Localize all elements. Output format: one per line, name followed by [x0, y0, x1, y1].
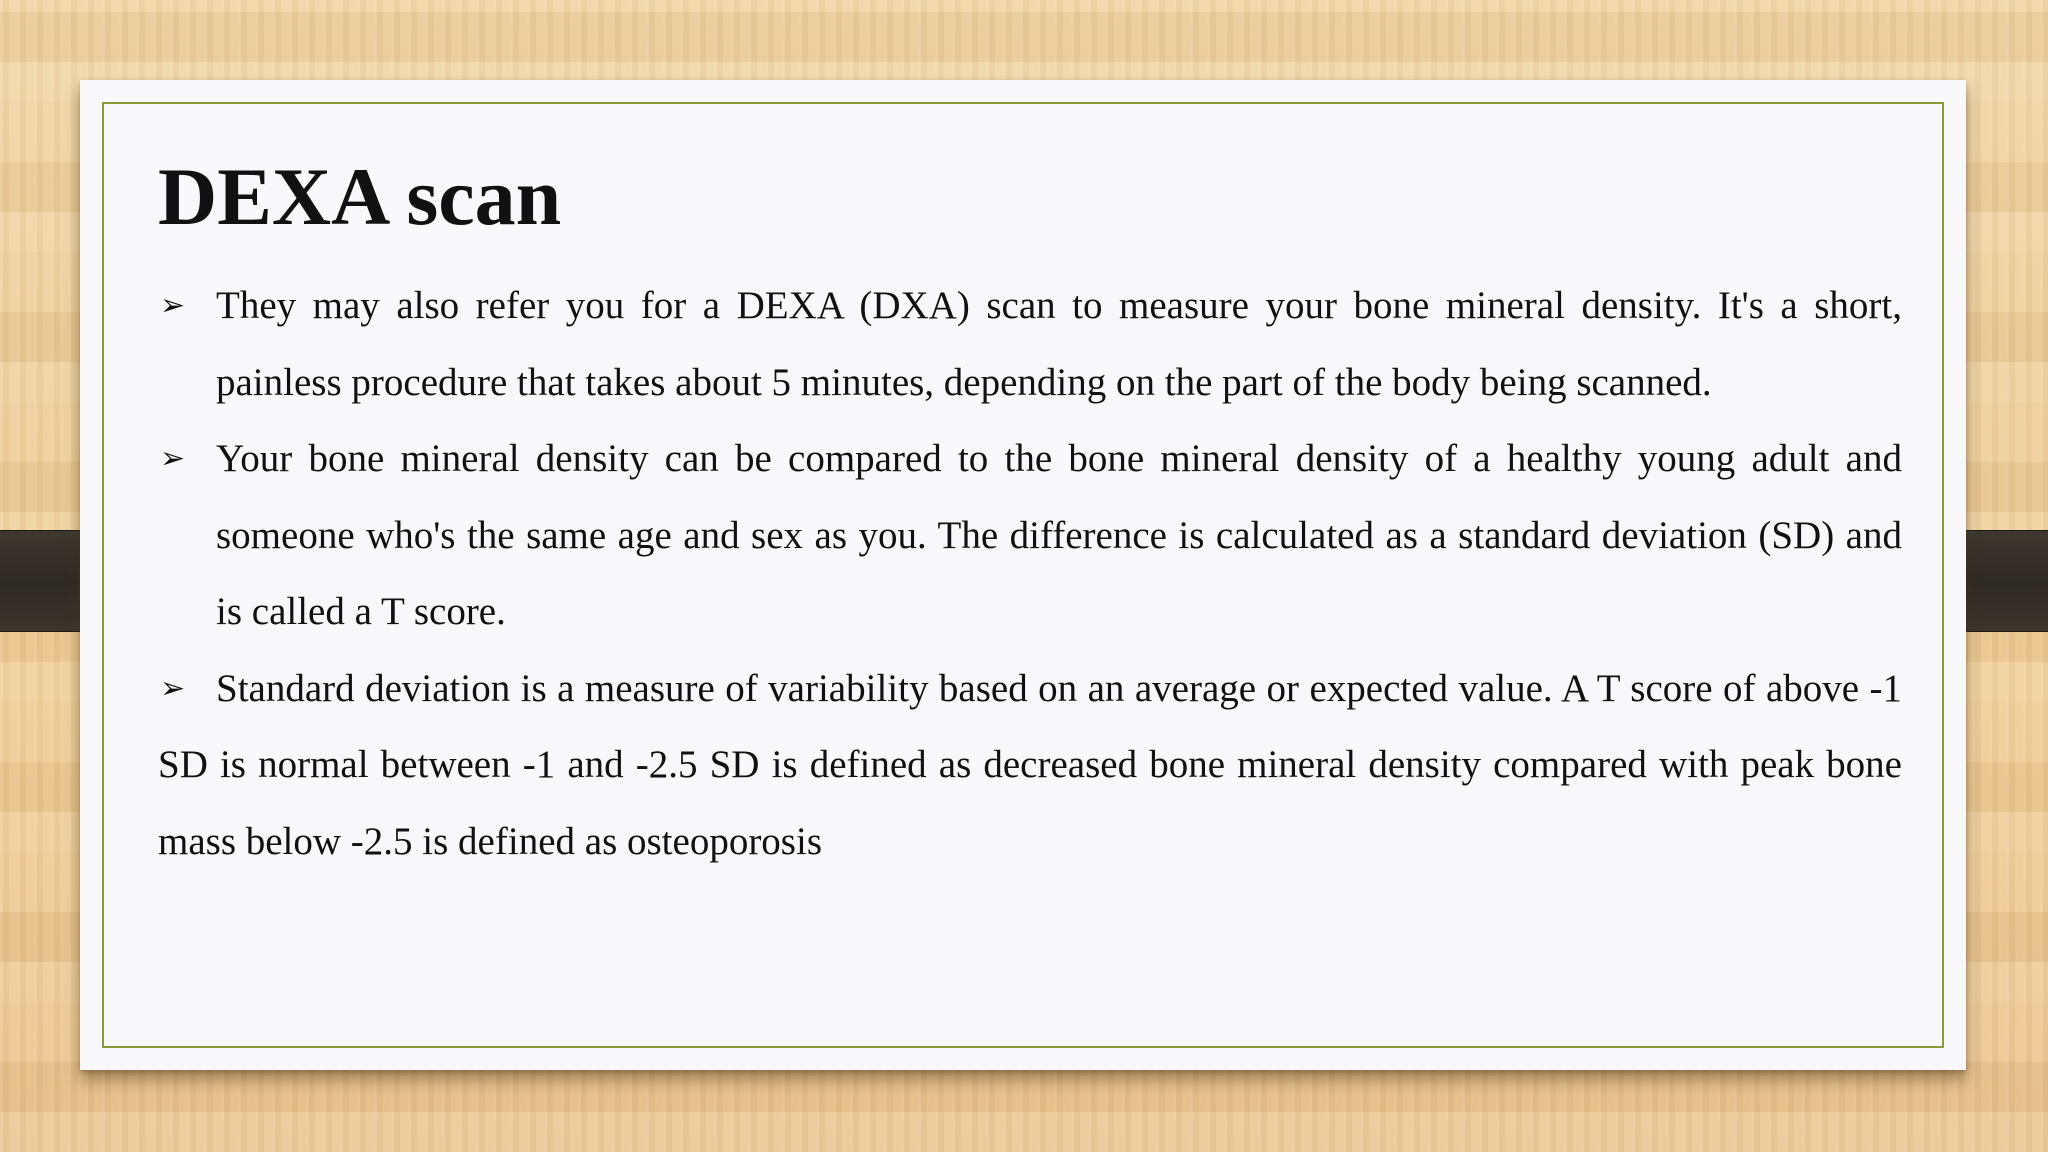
- bullet-text: Your bone mineral density can be compared to the bone mineral density of a healthy young adult and someone who's the same age and sex as you. The difference is calculated as a standard deviation (SD) and is called a T score.: [216, 437, 1902, 633]
- slide-title: DEXA scan: [158, 151, 562, 242]
- arrow-bullet-icon: ➢: [160, 288, 186, 323]
- slide-content: [158, 151, 1902, 880]
- arrow-bullet-icon: ➢: [160, 441, 186, 476]
- arrow-bullet-icon: ➢: [160, 670, 186, 706]
- bullet-item: [158, 268, 1902, 421]
- bullet-list: [158, 268, 1902, 880]
- bullet-text: They may also refer you for a DEXA (DXA) scan to measure your bone mineral density. It's a short, painless procedure that takes about 5 minutes, depending on the part of the body being scanned.: [216, 284, 1902, 404]
- bullet-text: Standard deviation is a measure of variability based on an average or expected value. A T score of above -1 SD is normal between -1 and -2.5 SD is defined as decreased bone mineral density compared with peak bone mass below -2.5 is defined as osteoporosis: [158, 666, 1902, 863]
- bullet-item: [158, 651, 1902, 881]
- slide-card: [80, 80, 1966, 1070]
- bullet-item: [158, 421, 1902, 651]
